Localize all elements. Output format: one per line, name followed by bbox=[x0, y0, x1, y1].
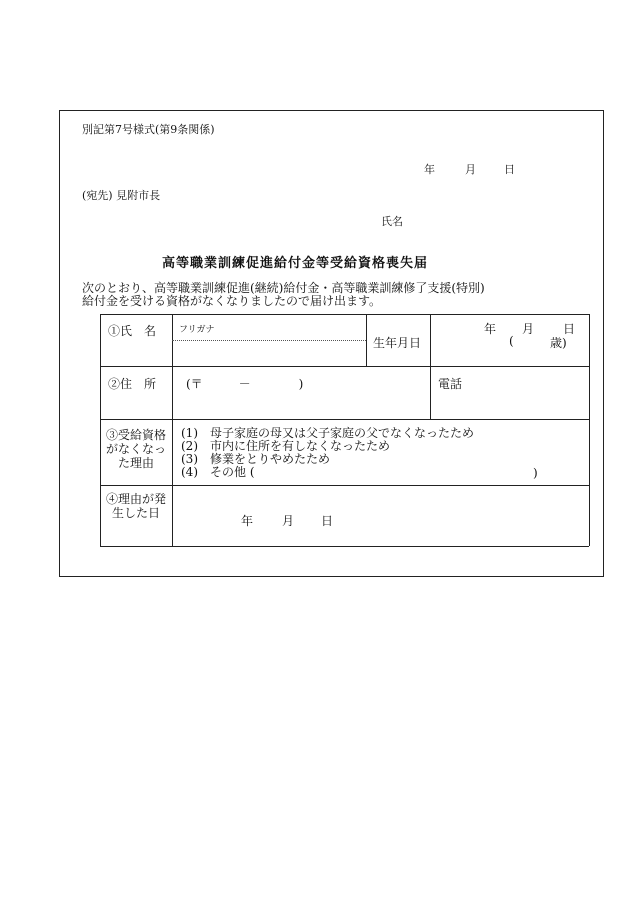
date-year-label: 年 bbox=[424, 163, 435, 176]
date-day-label: 日 bbox=[504, 163, 515, 176]
addressee: (宛先) 見附市長 bbox=[82, 189, 161, 202]
age-close-label: 歳) bbox=[550, 336, 567, 350]
furigana-label: フリガナ bbox=[179, 325, 215, 335]
address-row-label: ②住 所 bbox=[108, 377, 157, 391]
reason-list bbox=[181, 427, 474, 479]
birthdate-label: 生年月日 bbox=[373, 336, 422, 350]
date-month-label: 月 bbox=[465, 163, 476, 176]
dob-year-label: 年 bbox=[484, 322, 497, 336]
intro-line-1: 次のとおり、高等職業訓練促進(継続)給付金・高等職業訓練修了支援(特別) bbox=[82, 281, 485, 295]
occurrence-day-label: 日 bbox=[321, 514, 334, 528]
form-title: 高等職業訓練促進給付金等受給資格喪失届 bbox=[162, 256, 429, 271]
dob-day-label: 日 bbox=[563, 322, 576, 336]
reason-item-4[interactable]: (4) その他 ( bbox=[181, 465, 255, 479]
reason-item-1[interactable]: (1) 母子家庭の母又は父子家庭の父でなくなったため bbox=[181, 426, 475, 440]
occurrence-row-label: ④理由が発生した日 bbox=[105, 492, 166, 520]
dob-month-label: 月 bbox=[522, 322, 535, 336]
other-close-paren: ) bbox=[533, 466, 538, 480]
occurrence-year-label: 年 bbox=[241, 514, 254, 528]
postal-code-field[interactable]: (〒 － ) bbox=[186, 377, 304, 391]
reason-row-label: ③受給資格がなくなった理由 bbox=[105, 428, 166, 470]
occurrence-month-label: 月 bbox=[282, 514, 295, 528]
applicant-name-field[interactable] bbox=[173, 342, 365, 364]
applicant-name-label: 氏名 bbox=[381, 215, 403, 228]
name-row-label: ①氏 名 bbox=[108, 324, 157, 338]
intro-line-2: 給付金を受ける資格がなくなりましたので届け出ます。 bbox=[82, 294, 382, 308]
form-number: 別記第7号様式(第9条関係) bbox=[82, 123, 215, 136]
reason-item-2[interactable]: (2) 市内に住所を有しなくなったため bbox=[181, 439, 390, 453]
age-open-paren: ( bbox=[509, 334, 514, 348]
phone-label: 電話 bbox=[438, 377, 463, 391]
reason-item-3[interactable]: (3) 修業をとりやめたため bbox=[181, 452, 330, 466]
